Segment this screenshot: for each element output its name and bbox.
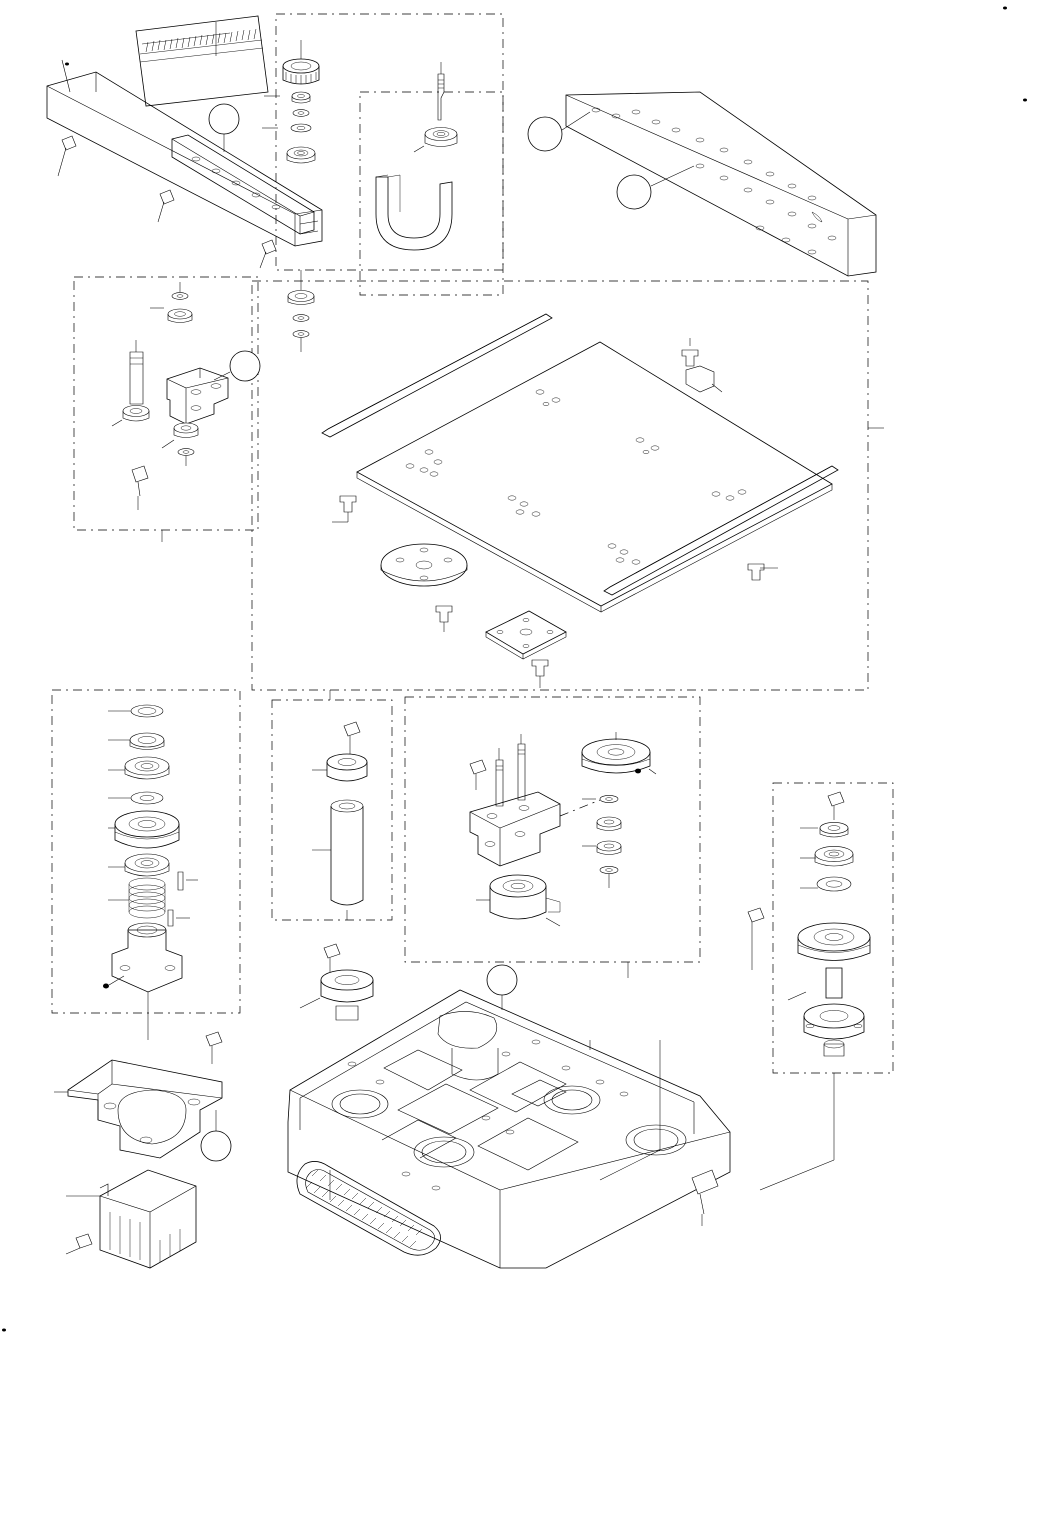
cylindrical-post xyxy=(331,800,363,905)
bracket-shaft xyxy=(112,340,149,426)
angle-bracket xyxy=(167,368,228,424)
stepper-motor-and-cradle-group xyxy=(54,1032,231,1268)
square-mounting-plate xyxy=(486,611,566,659)
main-table-plate-group xyxy=(322,314,884,688)
stepper-motor xyxy=(100,1170,196,1268)
scan-artifacts xyxy=(2,7,1027,1332)
right-pulley-spindle-group xyxy=(748,792,870,1190)
motor-bracket xyxy=(470,792,560,866)
post-collar xyxy=(327,754,367,781)
callout-3 xyxy=(617,175,651,209)
spindle-assembly xyxy=(798,923,870,1056)
lower-washer-stack xyxy=(288,270,314,352)
linear-rail-and-beam-group xyxy=(47,16,322,268)
base-bosses xyxy=(332,1011,686,1167)
motor-cradle xyxy=(68,1060,222,1158)
post-and-collar-group xyxy=(312,690,367,920)
beam-fasteners xyxy=(58,60,276,268)
side-rail-right xyxy=(604,466,838,595)
perforated-side-plate-group xyxy=(528,92,876,276)
callout-5 xyxy=(201,1131,231,1161)
base-pockets xyxy=(382,1050,578,1170)
callout-1 xyxy=(209,104,239,134)
motor-mount-pulley-group xyxy=(470,732,656,978)
u-shaped-handle xyxy=(376,175,452,250)
pulley xyxy=(115,811,179,848)
toothed-rack xyxy=(136,16,268,106)
spindle-bearing-stack-group xyxy=(103,705,198,1040)
callout-2 xyxy=(528,117,562,151)
callout-6 xyxy=(487,965,517,995)
knob-and-shaft-group xyxy=(262,40,457,352)
table-plate-holes xyxy=(406,390,746,564)
base-holes xyxy=(348,1040,628,1190)
beam-channel xyxy=(47,72,322,246)
side-rail-left xyxy=(322,314,552,437)
spring xyxy=(129,878,165,918)
drive-motor xyxy=(490,875,560,919)
large-pulley xyxy=(582,739,650,773)
threaded-shaft xyxy=(414,62,457,152)
round-mounting-disc xyxy=(381,544,467,586)
left-bracket-group xyxy=(112,282,260,542)
group-enclosures xyxy=(52,14,893,1073)
knurled-knob xyxy=(283,59,319,84)
base-collar xyxy=(321,970,373,1020)
base-casting-group xyxy=(288,944,730,1268)
washer-stack xyxy=(287,92,315,163)
callout-4 xyxy=(230,351,260,381)
hub-housing xyxy=(112,923,182,992)
